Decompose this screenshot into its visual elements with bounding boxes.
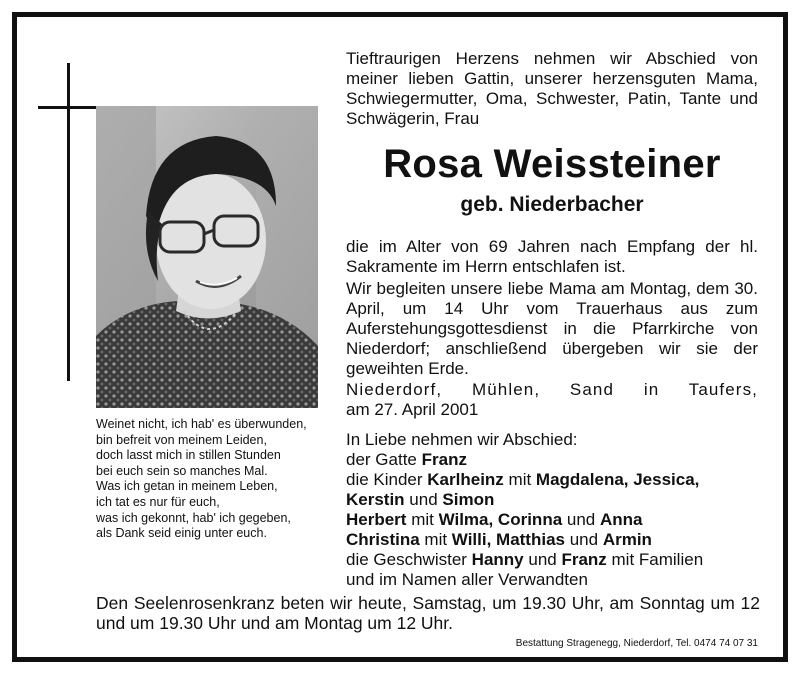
- family-line-children-2: Kerstin und Simon: [346, 490, 495, 509]
- rosary-notice: Den Seelenrosenkranz beten wir heute, Samstag, um 19.30 Uhr, am Sonntag um 12 und um 19.30 Uhr und am Montag um 12 Uhr.: [96, 593, 760, 633]
- death-notice-text: die im Alter von 69 Jahren nach Empfang der hl. Sakramente im Herrn entschlafen ist.: [346, 237, 758, 276]
- poem-line: Weinet nicht, ich hab' es überwunden,: [96, 417, 307, 431]
- poem-line: doch lasst mich in stillen Stunden: [96, 448, 281, 463]
- family-line-children-4: Christina mit Willi, Matthias und Armin: [346, 530, 652, 549]
- poem-line: Was ich getan in meinem Leben,: [96, 479, 278, 494]
- poem-line: bin befreit von meinem Leiden,: [96, 432, 267, 447]
- family-line-children: die Kinder Karlheinz mit Magdalena, Jessica,: [346, 470, 700, 489]
- maiden-name: geb. Niederbacher: [460, 193, 644, 216]
- funeral-home-credit: Bestattung Stragenegg, Niederdorf, Tel. 0474 74 07 31: [515, 638, 758, 649]
- family-list: [346, 430, 758, 590]
- poem: [96, 417, 336, 542]
- intro-text: Tieftraurigen Herzens nehmen wir Abschied von meiner lieben Gattin, unserer herzensguten Mama, Schwiegermutter, Oma, Schwester, Patin, Tante und Schwägerin, Frau: [346, 49, 758, 128]
- cross-icon-horizontal: [38, 106, 96, 109]
- deceased-name: Rosa Weissteiner: [383, 142, 721, 186]
- family-line-siblings: die Geschwister Hanny und Franz mit Familien: [346, 550, 704, 569]
- place-line: Niederdorf, Mühlen, Sand in Taufers,: [346, 380, 758, 399]
- family-line-relatives: und im Namen aller Verwandten: [346, 570, 588, 589]
- poem-line: ich tat es nur für euch,: [96, 494, 220, 509]
- poem-line: als Dank seid einig unter euch.: [96, 526, 267, 541]
- funeral-details-text: Wir begleiten unsere liebe Mama am Montag, dem 30. April, um 14 Uhr vom Trauerhaus aus zum Auferstehungsgottesdienst in die Pfarrkirche von Niederdorf; anschließend übergeben wir sie der geweihten Erde.: [346, 279, 758, 378]
- family-line-spouse: der Gatte Franz: [346, 450, 467, 469]
- date-line: am 27. April 2001: [346, 400, 479, 419]
- family-line-children-3: Herbert mit Wilma, Corinna und Anna: [346, 510, 643, 529]
- poem-line: bei euch sein so manches Mal.: [96, 463, 268, 478]
- portrait-photo: [96, 106, 318, 408]
- portrait-illustration: [96, 106, 318, 408]
- poem-line: was ich gekonnt, hab' ich gegeben,: [96, 510, 291, 525]
- cross-icon-vertical: [67, 63, 70, 381]
- family-lead: In Liebe nehmen wir Abschied:: [346, 430, 578, 449]
